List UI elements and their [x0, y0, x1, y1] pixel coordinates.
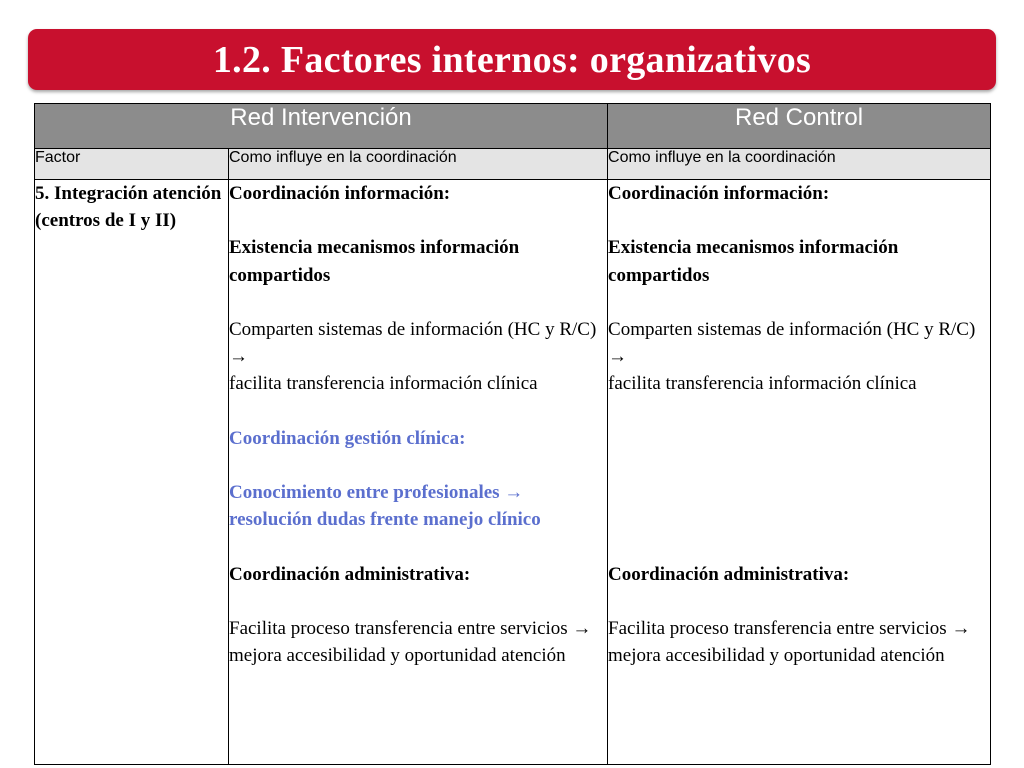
control-cell [608, 180, 991, 765]
factor-text: 5. Integración atención (centros de I y II) [35, 183, 222, 232]
control-info-systems [608, 316, 990, 398]
intervencion-clinical-knowledge-line1: Conocimiento entre profesionales → [229, 482, 524, 504]
intervencion-info-mechanisms: Existencia mecanismos información compartidos [229, 237, 520, 286]
intervencion-info-systems [229, 316, 607, 398]
header-red-control: Red Control [608, 104, 991, 149]
header-red-intervencion: Red Intervención [35, 104, 608, 149]
slide-title: 1.2. Factores internos: organizativos [212, 38, 812, 81]
control-info-mechanisms: Existencia mecanismos información compartidos [608, 237, 899, 286]
intervencion-info-systems-line1: Comparten sistemas de información (HC y R/C) → [229, 318, 597, 368]
control-info-title: Coordinación información: [608, 183, 830, 204]
intervencion-clinical-knowledge-line2: resolución dudas frente manejo clínico [229, 509, 541, 531]
subheader-control-influence: Como influye en la coordinación [608, 149, 991, 180]
intervencion-admin-title: Coordinación administrativa: [229, 563, 471, 585]
intervencion-clinical-title: Coordinación gestión clínica: [229, 427, 466, 449]
factor-cell [35, 180, 229, 765]
subheader-row [35, 149, 991, 180]
control-admin-text: Facilita proceso transferencia entre servicios → mejora accesibilidad y oportunidad atención [608, 617, 971, 667]
coordination-table [34, 103, 991, 765]
intervencion-clinical-knowledge [229, 479, 607, 533]
subheader-intervencion-influence: Como influye en la coordinación [229, 149, 608, 180]
intervencion-cell [229, 180, 608, 765]
subheader-factor: Factor [35, 149, 229, 180]
intervencion-admin-text: Facilita proceso transferencia entre servicios → mejora accesibilidad y oportunidad atención [229, 618, 592, 667]
intervencion-info-title: Coordinación información: [229, 183, 451, 204]
control-empty-space [608, 398, 990, 561]
table-row [35, 180, 991, 765]
control-info-systems-line1: Comparten sistemas de información (HC y R/C) → [608, 318, 976, 368]
control-admin-title: Coordinación administrativa: [608, 563, 850, 585]
network-header-row [35, 104, 991, 149]
intervencion-info-systems-line2: facilita transferencia información clínica [229, 373, 538, 395]
slide-title-bar [28, 29, 996, 90]
control-info-systems-line2: facilita transferencia información clínica [608, 373, 917, 395]
